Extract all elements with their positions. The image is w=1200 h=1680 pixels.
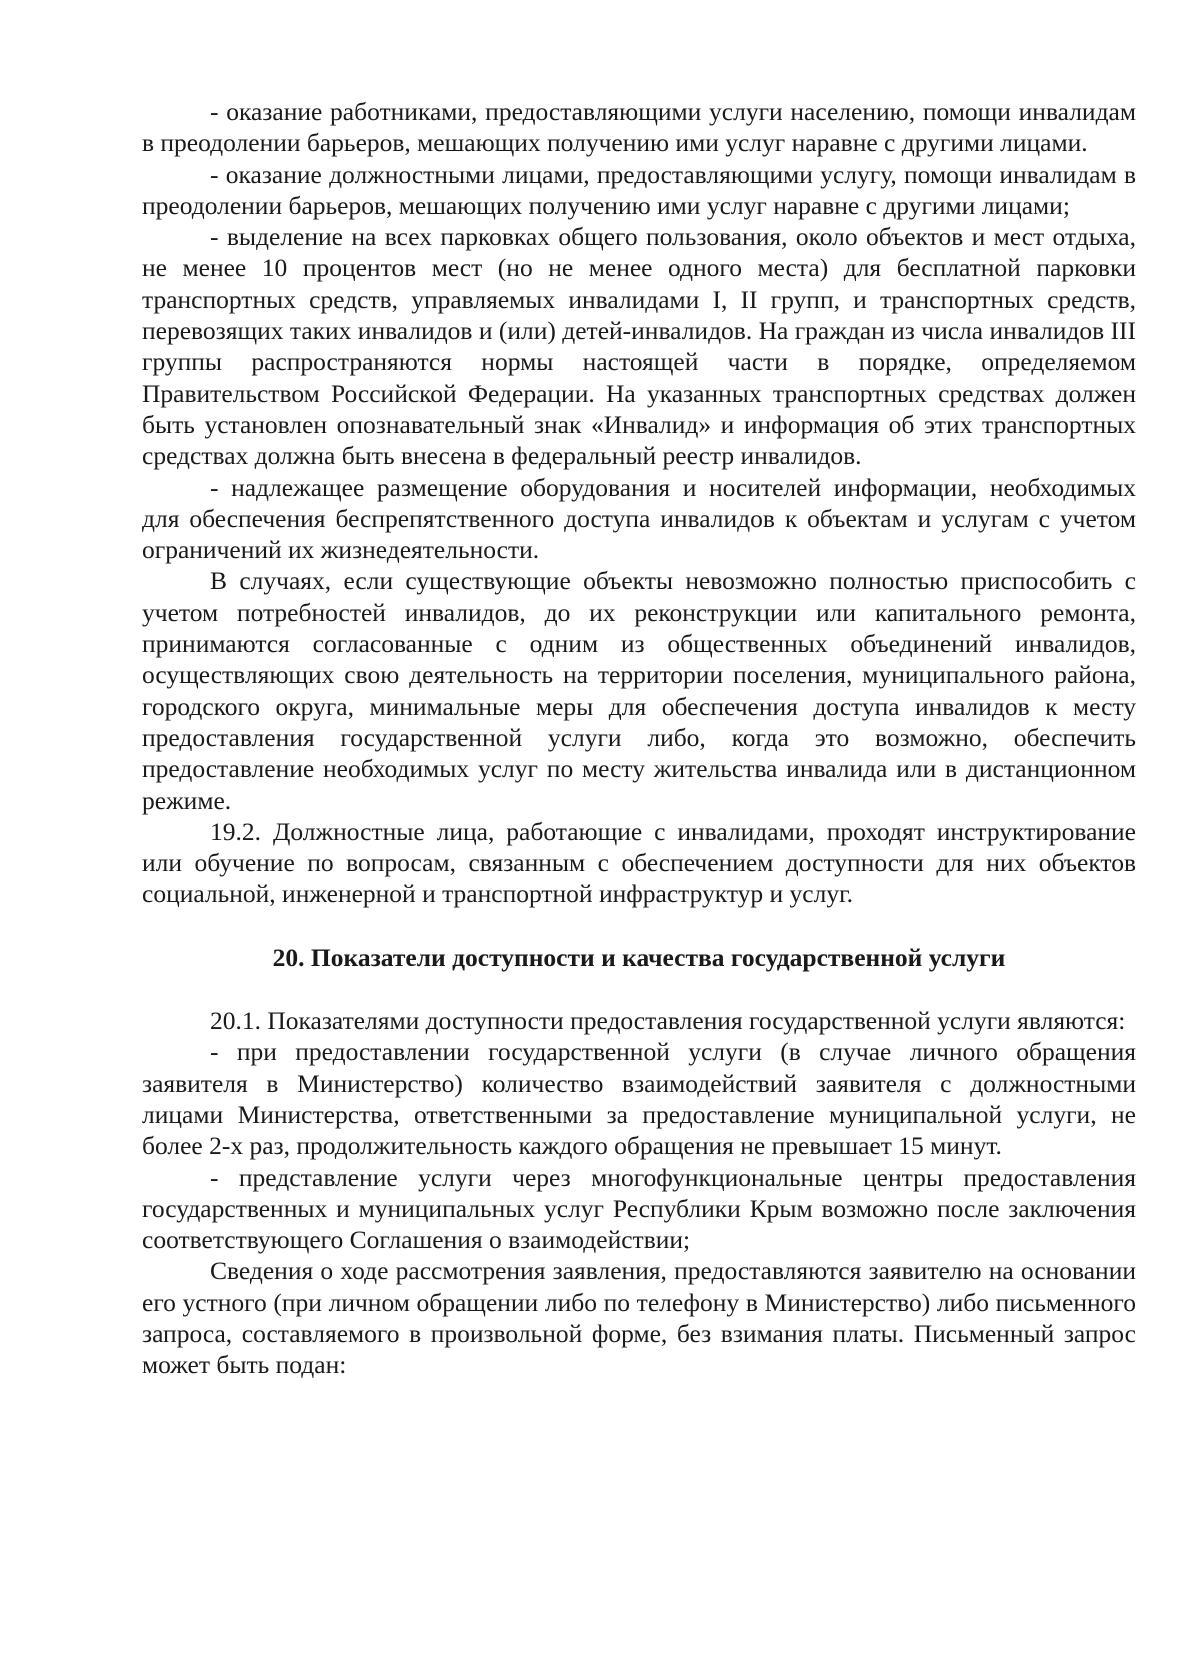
section-heading: 20. Показатели доступности и качества государственной услуги (272, 942, 1006, 972)
paragraph-mfc-service: - представление услуги через многофункциональные центры предоставления государственных и муниципальных услуг Республики Крым возможно после заключения соответствующего Соглашения о взаимодействии; (142, 1162, 1136, 1255)
paragraph-equipment-placement: - надлежащее размещение оборудования и носителей информации, необходимых для обеспечения беспрепятственного доступа инвалидов к объектам и услугам с учетом ограничений их жизнедеятельности. (142, 472, 1136, 565)
document-page (142, 96, 1136, 1381)
paragraph-20-1: 20.1. Показателями доступности предоставления государственной услуги являются: (210, 1006, 1126, 1036)
paragraph-staff-assistance: - оказание работниками, предоставляющими услуги населению, помощи инвалидам в преодолении барьеров, мешающих получению ими услуг наравне с другими лицами. (142, 97, 1136, 158)
paragraph-parking-allocation: - выделение на всех парковках общего пользования, около объектов и мест отдыха, не менее 10 процентов мест (но не менее одного места) для бесплатной парковки транспортных средств, управляемых инвалидами I, II групп, и транспортных средств, перевозящих таких инвалидов и (или) детей-инвалидов. На граждан из числа инвалидов III группы распространяются нормы настоящей части в порядке, определяемом Правительством Российской Федерации. На указанных транспортных средствах должен быть установлен опознавательный знак «Инвалид» и информация об этих транспортных средствах должна быть внесена в федеральный реестр инвалидов. (142, 222, 1136, 471)
paragraph-officials-assistance: - оказание должностными лицами, предоставляющими услугу, помощи инвалидам в преодолении барьеров, мешающих получению ими услуг наравне с другими лицами; (142, 159, 1136, 220)
paragraph-personal-visit: - при предоставлении государственной услуги (в случае личного обращения заявителя в Министерство) количество взаимодействий заявителя с должностными лицами Министерства, ответственными за предоставление муниципальной услуги, не более 2-х раз, продолжительность каждого обращения не превышает 15 минут. (142, 1037, 1136, 1161)
paragraph-19-2: 19.2. Должностные лица, работающие с инвалидами, проходят инструктирование или обучение по вопросам, связанным с обеспечением доступности для них объектов социальной, инженерной и транспортной инфраструктур и услуг. (142, 816, 1136, 909)
paragraph-status-info: Сведения о ходе рассмотрения заявления, предоставляются заявителю на основании его устного (при личном обращении либо по телефону в Министерство) либо письменного запроса, составляемого в произвольной форме, без взимания платы. Письменный запрос может быть подан: (142, 1256, 1136, 1380)
paragraph-existing-objects: В случаях, если существующие объекты невозможно полностью приспособить с учетом потребностей инвалидов, до их реконструкции или капитального ремонта, принимаются согласованные с одним из общественных объединений инвалидов, осуществляющих свою деятельность на территории поселения, муниципального района, городского округа, минимальные меры для обеспечения доступа инвалидов к месту предоставления государственной услуги либо, когда это возможно, обеспечить предоставление необходимых услуг по месту жительства инвалида или в дистанционном режиме. (142, 566, 1136, 815)
